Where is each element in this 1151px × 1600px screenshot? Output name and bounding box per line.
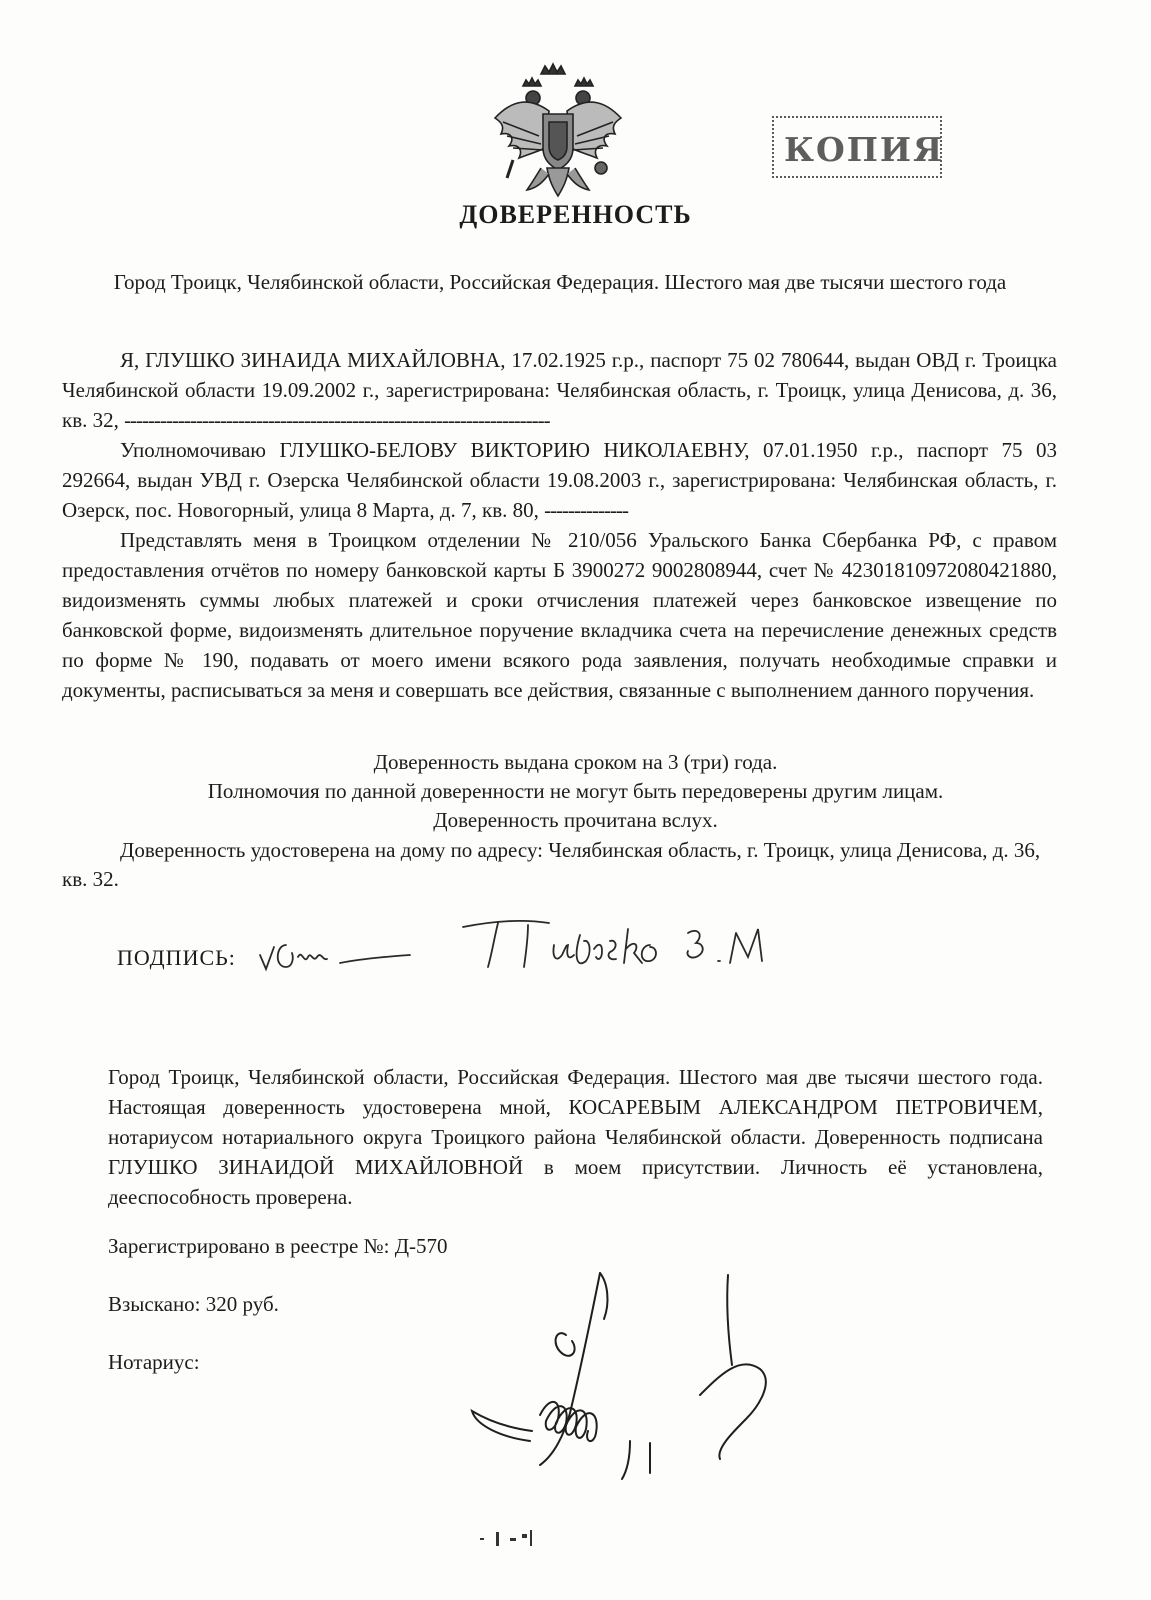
principal-text: Я, ГЛУШКО ЗИНАИДА МИХАЙЛОВНА, 17.02.1925 г.р., паспорт 75 02 780644, выдан ОВД г. Троицка Челябинской области 19.09.2002 г., зарегистрирована: Челябинская область, г. Троицк, улица Денисова, д. 36, кв. 32, [62, 348, 1057, 432]
terms-block [0, 748, 1151, 835]
powers-paragraph: Представлять меня в Троицком отделении № 210/056 Уральского Банка Сбербанка РФ, с правом предоставления отчётов по номеру банковской карты Б 3900272 9002808944, счет № 42301810972080421880, видоизменять суммы любых платежей и сроки отчисления платежей через банковское извещение по банковской форме, видоизменять длительное поручение вкладчика счета на перечисление денежных средств по форме № 190, подавать от моего имени всякого рода заявления, получать необходимые справки и документы, расписываться за меня и совершать все действия, связанные с выполнением данного поручения. [62, 528, 1057, 702]
certified-address-text: Доверенность удостоверена на дому по адресу: Челябинская область, г. Троицк, улица Денисова, д. 36, кв. 32. [62, 838, 1041, 891]
agent-dashes: -------------- [544, 498, 629, 522]
certified-address [62, 836, 1042, 894]
agent-paragraph [62, 435, 1057, 525]
main-body [62, 345, 1057, 705]
copy-stamp-text: КОПИЯ [784, 130, 945, 169]
notary-certification [108, 1062, 1043, 1212]
document-title: ДОВЕРЕННОСТЬ [459, 200, 692, 229]
principal-dashes: ----------------------------------------------------------------------- [124, 408, 550, 432]
principal-handwritten-signature [258, 905, 778, 985]
copy-stamp [772, 116, 945, 178]
principal-paragraph [62, 345, 1057, 435]
notary-seal-fragment [470, 1518, 590, 1568]
place-date-line: Город Троицк, Челябинской области, Российская Федерация. Шестого мая две тысячи шестого года [113, 270, 1007, 294]
registry-number: Зарегистрировано в реестре №: Д-570 [108, 1234, 448, 1258]
agent-text: Уполномочиваю ГЛУШКО-БЕЛОВУ ВИКТОРИЮ НИКОЛАЕВНУ, 07.01.1950 г.р., паспорт 75 03 292664, выдан УВД г. Озерска Челябинской области 19.08.2003 г., зарегистрирована: Челябинская область, г. Озерск, пос. Новогорный, улица 8 Марта, д. 7, кв. 80, [62, 438, 1057, 522]
read-aloud-line: Доверенность прочитана вслух. [433, 808, 718, 832]
signature-label: ПОДПИСЬ: [117, 945, 236, 970]
coat-of-arms-emblem [483, 56, 633, 206]
notary-label: Нотариус: [108, 1350, 200, 1374]
notary-certification-text: Город Троицк, Челябинской области, Российская Федерация. Шестого мая две тысячи шестого года. Настоящая доверенность удостоверена мной, КОСАРЕВЫМ АЛЕКСАНДРОМ ПЕТРОВИЧЕМ, нотариусом нотариального округа Троицкого района Челябинской области. Доверенность подписана ГЛУШКО ЗИНАИДОЙ МИХАЙЛОВНОЙ в моем присутствии. Личность её установлена, дееспособность проверена. [108, 1065, 1043, 1209]
validity-line: Доверенность выдана сроком на 3 (три) года. [373, 750, 778, 774]
no-transfer-line: Полномочия по данной доверенности не могут быть передоверены другим лицам. [207, 779, 944, 803]
fee-collected: Взыскано: 320 руб. [108, 1292, 279, 1316]
notary-handwritten-signature [470, 1265, 800, 1515]
